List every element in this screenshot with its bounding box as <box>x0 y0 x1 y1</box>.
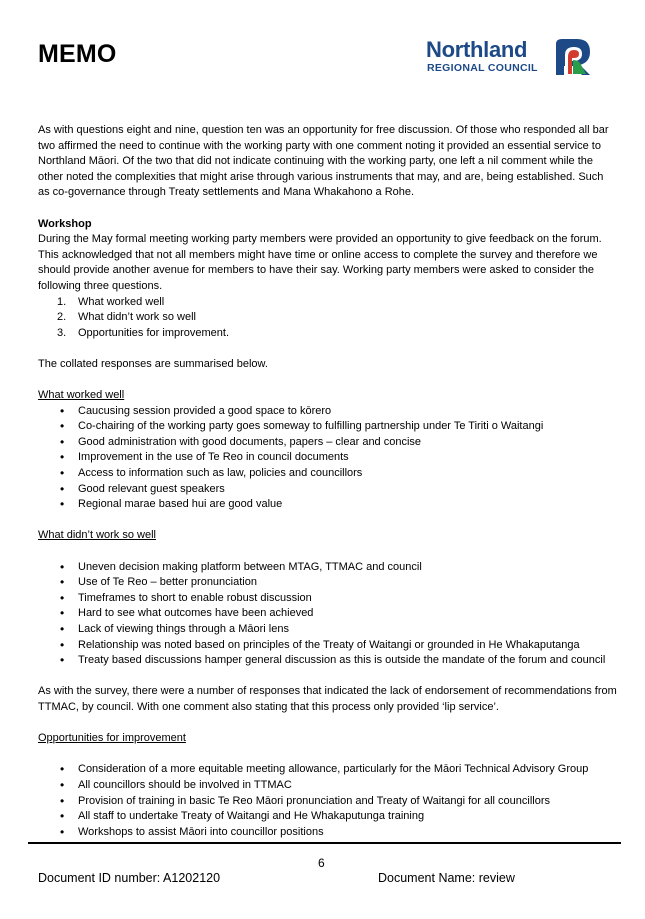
list-item: • Relationship was noted based on principles of the Treaty of Waitangi or grounded in He Whakaputanga <box>38 638 618 654</box>
list-item: • Provision of training in basic Te Reo Māori pronunciation and Treaty of Waitangi for all councillors <box>38 794 618 810</box>
list-item-text: Opportunities for improvement. <box>78 326 230 339</box>
list-item: • Regional marae based hui are good value <box>38 497 618 513</box>
list-item-text: What didn’t work so well <box>78 311 196 324</box>
not-worked-list <box>38 560 618 669</box>
council-emblem-icon <box>553 38 593 76</box>
list-number: 2. <box>57 311 67 324</box>
workshop-paragraph: During the May formal meeting working party members were provided an opportunity to give feedback on the forum. This acknowledged that not all members might have time or online access to complete the survey and therefore we should provide another avenue for members to have their say. Working party members were asked to consider the following three questions. <box>38 233 602 292</box>
logo-name: Northland <box>426 37 528 62</box>
questions-list <box>38 295 618 342</box>
list-item: • Treaty based discussions hamper general discussion as this is outside the mandate of the forum and council <box>38 653 618 669</box>
opportunities-heading: Opportunities for improvement <box>38 732 186 745</box>
list-item: • Hard to see what outcomes have been achieved <box>38 606 618 622</box>
list-item: • Co-chairing of the working party goes someway to fulfilling partnership under Te Tiriti o Waitangi <box>38 419 618 435</box>
survey-paragraph: As with the survey, there were a number of responses that indicated the lack of endorsement of recommendations from TTMAC, by council. With one comment also stating that this process only provided ‘lip service’. <box>38 685 617 713</box>
list-item: • Workshops to assist Māori into councillor positions <box>38 825 618 841</box>
list-number: 3. <box>57 326 67 339</box>
opportunities-list <box>38 762 618 840</box>
not-worked-heading: What didn’t work so well <box>38 529 156 542</box>
list-item: • Use of Te Reo – better pronunciation <box>38 575 618 591</box>
intro-paragraph: As with questions eight and nine, question ten was an opportunity for free discussion. Of those who responded all bar two affirmed the need to continue with the working party with one comment noting it provided an essential service to Northland Māori. Of the two that did not indicate continuing with the working party, one left a nil comment while the other noted the complexities that might arise through various instruments that may, and are, being established. Such as co-governance through Treaty settlements and Mana Whakahono a Rohe. <box>38 124 609 199</box>
list-item: • Improvement in the use of Te Reo in council documents <box>38 450 618 466</box>
list-item: • All councillors should be involved in TTMAC <box>38 778 618 794</box>
list-item: • Access to information such as law, policies and councillors <box>38 466 618 482</box>
list-item: • Good relevant guest speakers <box>38 482 618 498</box>
list-item: • Good administration with good documents, papers – clear and concise <box>38 435 618 451</box>
document-id: Document ID number: A1202120 <box>38 871 221 885</box>
list-item: • Consideration of a more equitable meeting allowance, particularly for the Māori Technical Advisory Group <box>38 762 618 778</box>
workshop-heading: Workshop <box>38 217 92 230</box>
list-item-text: What worked well <box>78 295 165 308</box>
collated-paragraph: The collated responses are summarised below. <box>38 357 268 370</box>
footer-divider <box>28 842 621 844</box>
list-item: • Lack of viewing things through a Māori lens <box>38 622 618 638</box>
worked-well-heading: What worked well <box>38 389 125 402</box>
list-item: • All staff to undertake Treaty of Waitangi and He Whakaputunga training <box>38 809 618 825</box>
list-item <box>38 326 618 342</box>
document-name: Document Name: review <box>378 871 515 885</box>
memo-body <box>38 123 618 840</box>
list-item <box>38 310 618 326</box>
northland-regional-council-logo <box>426 37 596 79</box>
memo-title: MEMO <box>38 40 117 68</box>
logo-subtitle: REGIONAL COUNCIL <box>427 62 538 74</box>
list-item: • Uneven decision making platform between MTAG, TTMAC and council <box>38 560 618 576</box>
page-number: 6 <box>318 856 325 870</box>
list-number: 1. <box>57 295 67 308</box>
worked-well-list <box>38 404 618 513</box>
list-item <box>38 295 618 311</box>
list-item: • Caucusing session provided a good space to kōrero <box>38 404 618 420</box>
list-item: • Timeframes to short to enable robust discussion <box>38 591 618 607</box>
